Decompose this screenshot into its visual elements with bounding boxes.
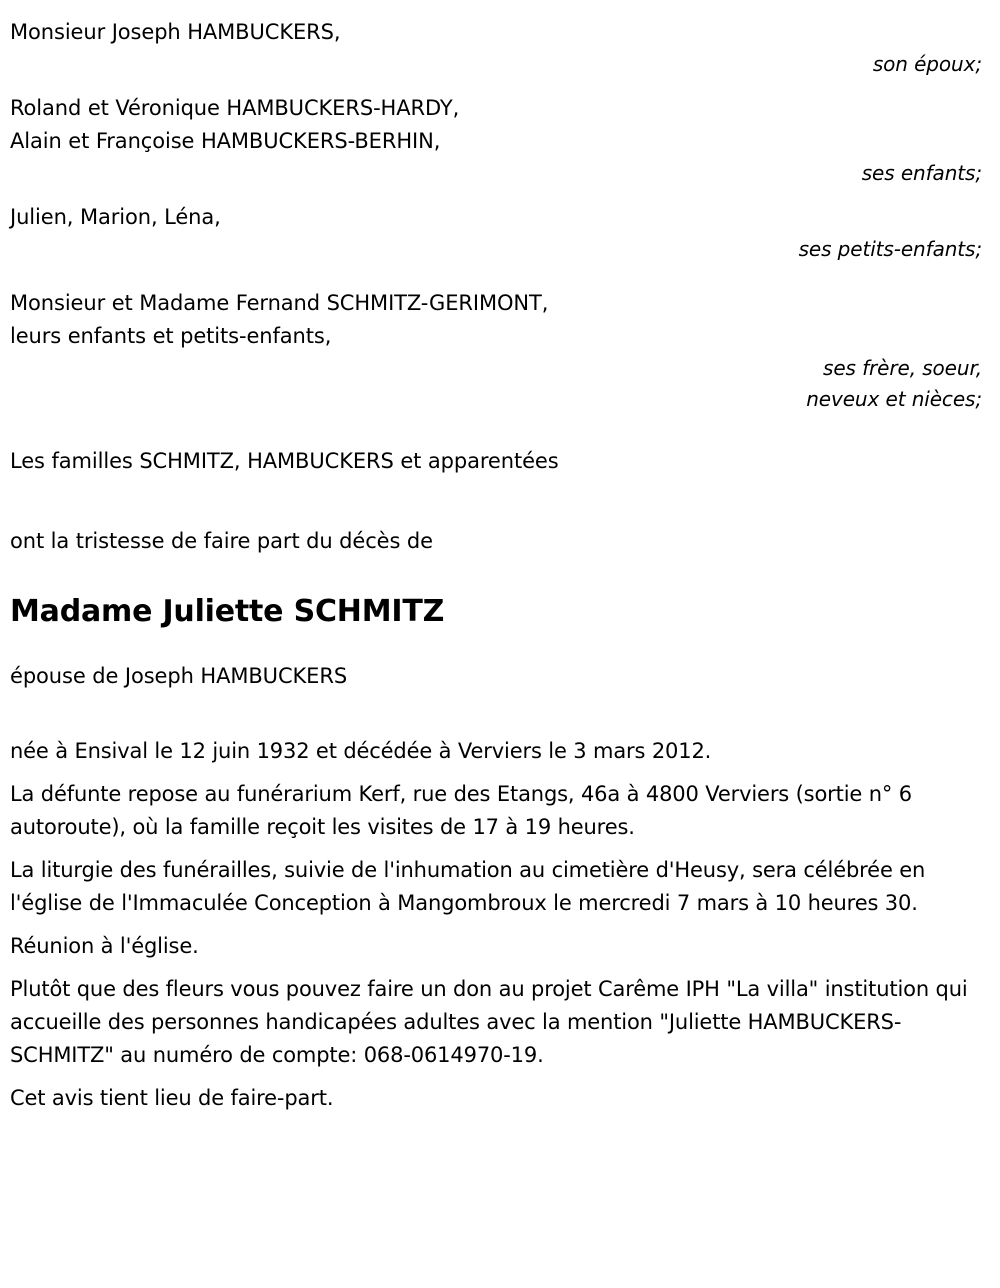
liturgy-paragraph: La liturgie des funérailles, suivie de l'inhumation au cimetière d'Heusy, sera célébrée en l'église de l'Immaculée Conception à Mangombroux le mercredi 7 mars à 10 heures 30. <box>10 858 926 915</box>
spacer <box>10 80 986 92</box>
relative-names <box>10 16 986 49</box>
closing-line: Cet avis tient lieu de faire-part. <box>10 1086 334 1110</box>
relative-name-line: Monsieur et Madame Fernand SCHMITZ-GERIMONT, <box>10 291 549 315</box>
reunion-line: Réunion à l'église. <box>10 934 199 958</box>
relation-label-siblings-line2: neveux et nièces; <box>806 387 982 411</box>
relative-name-line: Julien, Marion, Léna, <box>10 205 221 229</box>
relative-names <box>10 201 986 234</box>
spouse-of-line: épouse de Joseph HAMBUCKERS <box>10 664 348 688</box>
relative-name-line: Alain et Françoise HAMBUCKERS-BERHIN, <box>10 129 441 153</box>
birth-death-line: née à Ensival le 12 juin 1932 et décédée à Verviers le 3 mars 2012. <box>10 739 712 763</box>
relative-name-line: Monsieur Joseph HAMBUCKERS, <box>10 20 341 44</box>
relative-group-children <box>10 92 986 189</box>
deceased-name: Madame Juliette SCHMITZ <box>10 594 445 629</box>
relative-names <box>10 92 986 158</box>
spacer <box>10 415 986 445</box>
relation-label-grandchildren: ses petits-enfants; <box>798 237 982 261</box>
relation-label-spouse: son époux; <box>872 52 982 76</box>
relative-name-line: leurs enfants et petits-enfants, <box>10 324 332 348</box>
relative-name-line: Roland et Véronique HAMBUCKERS-HARDY, <box>10 96 460 120</box>
relative-names <box>10 287 986 353</box>
announcement-line: ont la tristesse de faire part du décès de <box>10 529 433 553</box>
families-line: Les familles SCHMITZ, HAMBUCKERS et apparentées <box>10 449 559 473</box>
relation-label-siblings-line1: ses frère, soeur, <box>823 356 982 380</box>
spacer <box>10 265 986 287</box>
repose-paragraph: La défunte repose au funérarium Kerf, rue des Etangs, 46a à 4800 Verviers (sortie n° 6 autoroute), où la famille reçoit les visites de 17 à 19 heures. <box>10 782 912 839</box>
relative-group-spouse <box>10 16 986 80</box>
relative-group-siblings <box>10 287 986 415</box>
relatives-section <box>10 0 986 478</box>
relative-group-grandchildren <box>10 201 986 265</box>
donation-paragraph: Plutôt que des fleurs vous pouvez faire un don au projet Carême IPH "La villa" institution qui accueille des personnes handicapées adultes avec la mention "Juliette HAMBUCKERS-SCHMITZ" au numéro de compte: 068-0614970-19. <box>10 977 968 1067</box>
relation-label-children: ses enfants; <box>861 161 982 185</box>
spacer <box>10 189 986 201</box>
